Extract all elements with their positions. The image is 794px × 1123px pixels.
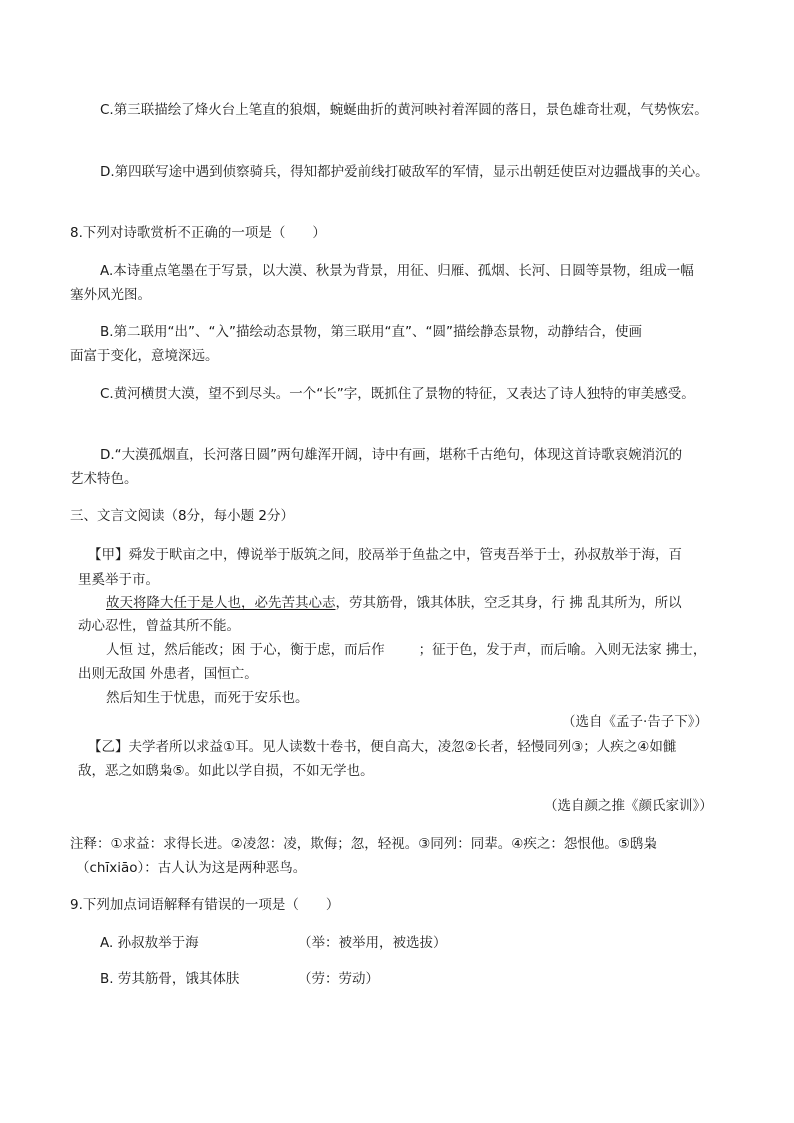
jia-para3-part2: ；征于色，发于声，而后喻。入则无法家 拂士，: [418, 642, 707, 658]
notes-line1: 注释：①求益：求得长进。②凌忽：凌，欺侮；忽，轻视。③同列：同辈。④疾之：怨恨他。⑤鸱枭: [70, 836, 658, 852]
jia-source: （选自《孟子·告子下》）: [562, 714, 709, 730]
q7-option-d: D.第四联写途中遇到侦察骑兵，得知都护爱前线打破敌军的军情，显示出朝廷使臣对边疆战事的关心。: [100, 164, 709, 180]
q9-option-b-explanation: （劳：劳动）: [298, 971, 379, 987]
q8-stem: 8.下列对诗歌赏析不正确的一项是（ ）: [70, 225, 326, 241]
jia-para2-line1: [106, 594, 682, 612]
jia-para2-line2: 动心忍性，曾益其所不能。: [78, 618, 240, 634]
q9-option-a: [100, 934, 199, 952]
q8-option-b-line1: B.第二联用“出”、“入”描绘动态景物，第三联用“直”、“圆”描绘静态景物，动静结合，使画: [100, 324, 643, 340]
yi-para1-line1: 【乙】夫学者所以求益①耳。见人读数十卷书，便自高大，凌忽②长者，轻慢同列③；人疾之④如雠: [88, 739, 677, 755]
jia-underlined-sentence: 故天将降大任于是人也，必先苦其心志: [106, 595, 336, 611]
jia-para2-rest: ，劳其筋骨，饿其体肤，空乏其身，行 拂 乱其所为，所以: [335, 595, 682, 611]
q9-option-a-explanation: （举：被举用，被选拔）: [298, 935, 447, 951]
q9-option-b: [100, 970, 239, 988]
q9-option-a-text: A. 孙叔敖举于海: [100, 935, 199, 951]
q8-option-a-line2: 塞外风光图。: [70, 287, 151, 303]
q8-option-c: C.黄河横贯大漠，望不到尽头。一个“长”字，既抓住了景物的特征，又表达了诗人独特的审美感受。: [100, 386, 695, 402]
notes-line2: （chīxiāo）：古人认为这是两种恶鸟。: [76, 860, 307, 876]
jia-para3-part1: 人恒 过，然后能改；困 于心，衡于虑，而后作: [106, 642, 385, 658]
section-heading-classical-chinese: 三、文言文阅读（8分，每小题 2分）: [70, 508, 294, 524]
q7-option-c: C.第三联描绘了烽火台上笔直的狼烟，蜿蜒曲折的黄河映衬着浑圆的落日，景色雄奇壮观，气势恢宏。: [100, 102, 708, 118]
q8-option-d-line2: 艺术特色。: [70, 471, 138, 487]
q8-option-a-line1: A.本诗重点笔墨在于写景，以大漠、秋景为背景，用征、归雁、孤烟、长河、日圆等景物，组成一幅: [100, 263, 694, 279]
yi-source: （选自颜之推《颜氏家训》）: [544, 798, 713, 814]
jia-para3-line1: [106, 641, 706, 659]
jia-para4: 然后知生于忧患，而死于安乐也。: [106, 690, 309, 706]
q9-stem: 9.下列加点词语解释有错误的一项是（ ）: [70, 897, 340, 913]
q8-option-d-line1: D.“大漠孤烟直，长河落日圆”两句雄浑开阔，诗中有画，堪称千古绝句，体现这首诗歌哀婉消沉的: [100, 447, 683, 463]
jia-para3-line2: 出则无敌国 外患者，国恒亡。: [78, 666, 258, 682]
q9-option-b-text: B. 劳其筋骨，饿其体肤: [100, 971, 240, 987]
yi-para1-line2: 敌，恶之如鸱枭⑤。如此以学自损，不如无学也。: [78, 763, 374, 779]
jia-para1-line2: 里奚举于市。: [78, 572, 159, 588]
q8-option-b-line2: 面富于变化，意境深远。: [70, 348, 219, 364]
jia-para1-line1: 【甲】舜发于畎亩之中，傅说举于版筑之间，胶鬲举于鱼盐之中，管夷吾举于士，孙叔敖举于海，百: [88, 547, 682, 563]
